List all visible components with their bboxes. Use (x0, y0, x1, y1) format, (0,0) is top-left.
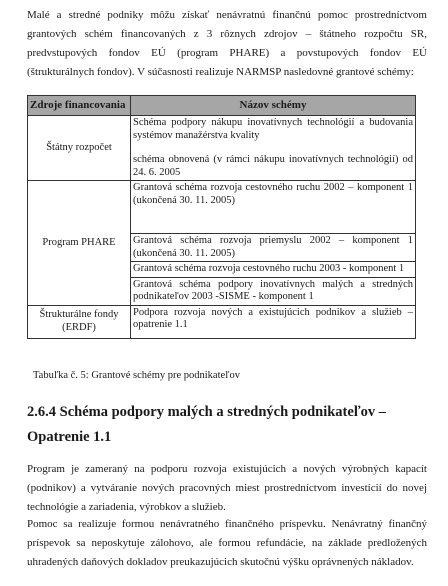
table-caption: Tabuľka č. 5: Grantové schémy pre podnikateľov (33, 370, 240, 381)
scheme-cell: Grantová schéma rozvoja priemyslu 2002 – komponent 1 (ukončená 30. 11. 2005) (131, 234, 416, 262)
grant-schemes-table (27, 95, 416, 339)
intro-paragraph: Malé a stredné podniky môžu získať nenávratnú finančnú pomoc prostredníctvom grantových schém financovaných z 3 rôznych zdrojov – štátneho rozpočtu SR, predvstupových fondov EÚ (program PHARE) a povstupových fondov EÚ (štrukturálnych fondov). V súčasnosti realizuje NARMSP nasledovné grantové schémy: (27, 9, 427, 78)
funding-source-cell: Štrukturálne fondy (ERDF) (28, 305, 131, 338)
scheme-name: schéma obnovená (v rámci nákupu inovatívnych technológií) od 24. 6. 2005 (133, 154, 413, 178)
scheme-name: Schéma podpory nákupu inovatívnych technológií a budovania systémov manažérstva kvality (133, 117, 413, 141)
scheme-cell (131, 116, 416, 181)
scheme-cell: Grantová schéma rozvoja cestovného ruchu 2003 - komponent 1 (131, 262, 416, 278)
scheme-cell: Grantová schéma rozvoja cestovného ruchu 2002 – komponent 1 (ukončená 30. 11. 2005) (131, 181, 416, 234)
body-paragraph: Program je zameraný na podporu rozvoja existujúcich a nových výrobných kapacít (podnikov) a vytváranie nových pracovných miest prostredníctvom investícií do novej technológie a zariadenia, výrobkov a služieb. (27, 463, 427, 513)
scheme-cell: Podpora rozvoja nových a existujúcich podnikov a služieb – opatrenie 1.1 (131, 305, 416, 338)
funding-source-cell: Program PHARE (28, 181, 131, 306)
header-scheme-name: Názov schémy (131, 96, 416, 116)
section-heading: 2.6.4 Schéma podpory malých a stredných podnikateľov – Opatrenie 1.1 (27, 404, 386, 445)
body-paragraph: Pomoc sa realizuje formou nenávratného finančného príspevku. Nenávratný finančný príspevok sa neposkytuje zálohovo, ale formou refundácie, na základe predložených uhradených daňových dokladov preukazujúcich skutočnú výšku oprávnených nákladov. (27, 518, 427, 568)
table-row (28, 116, 416, 181)
header-funding-source: Zdroje financovania (28, 96, 131, 116)
table-header-row (28, 96, 416, 116)
funding-source-cell: Štátny rozpočet (28, 116, 131, 181)
scheme-cell: Grantová schéma podpory inovatívnych malých a stredných podnikateľov 2003 -SISME - komponent 1 (131, 277, 416, 305)
table-row (28, 305, 416, 338)
table-row (28, 181, 416, 234)
